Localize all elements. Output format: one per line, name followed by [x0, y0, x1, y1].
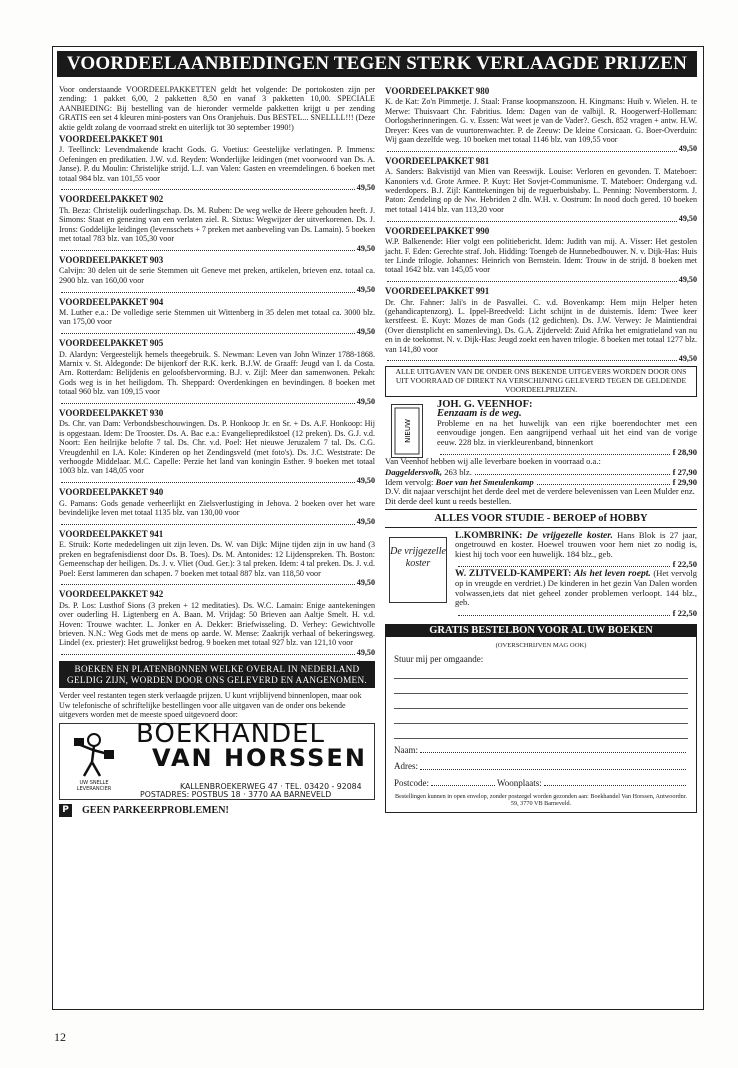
order-form-note: Bestellingen kunnen in open envelop, zonder postzegel worden gezonden aan: Boekhandel Van Horssen, Antwoordnr. 59, 3770 VB Barneveld. — [395, 793, 687, 808]
package-price: 49,50 — [356, 243, 375, 253]
zijtveld-price: f 22,50 — [672, 607, 697, 618]
veenhof-more: Van Veenhof hebben wij alle leverbare boeken in voorraad o.a.: — [385, 456, 601, 467]
parking-text: GEEN PARKEERPROBLEMEN! — [82, 804, 229, 816]
zijtveld-title: Als het leven roept. — [573, 568, 651, 580]
package-price: 49,50 — [678, 144, 697, 154]
package-title: VOORDEELPAKKET 930 — [59, 408, 164, 418]
order-form — [385, 637, 697, 812]
package — [59, 530, 375, 587]
zijtveld-desc: (Het vervolg op in vreugde en verdriet.) De kinderen in het gezin Van Dalen worden volwassen,iets dat niet geheel zonder problemen verloopt. 144 blz., geb. — [455, 568, 698, 608]
order-line[interactable] — [394, 709, 688, 724]
postcode-label: Postcode: — [394, 777, 429, 788]
package-title: VOORDEELPAKKET 980 — [385, 86, 490, 96]
veenhof-section — [385, 400, 697, 506]
package-body: A. Sanders: Bakvistijd van Mien van Reeswijk. Louise: Verloren en gevonden. T. Mateboer: Kanoniers v.d. Grote Armee. P. Kuyt: Het Sovjet-Communisme. T. Mateboer: Ondergang v.d. wederdopers. B.J. Zijl: Kanttekeningen bij de reguerbuisbaby. L. Penning: Novemberstorm. J. Paton: Zendeling op de Nw. Hebriden 2 dln. W.H. v. Oostrum: In nood doch gered. 10 boeken met totaal 1414 blz. van 113,20 voor — [385, 167, 697, 214]
package — [59, 256, 375, 295]
order-line[interactable] — [394, 724, 688, 739]
package-price: 49,50 — [356, 183, 375, 193]
new-badge-text: NIEUW — [404, 418, 412, 443]
package-body: Ds. Chr. van Dam: Verbondsbeschouwingen. Ds. P. Honkoop Jr. en Sr. + Ds. A.F. Honkoop: Hij is opgestaan. Idem: De Trooster. Ds. A. Bac e.a.: Evangeliepredikstoel (12 preken). Ds. G.J. v.d. Noort: Een heilrijke belofte 7 tal. Ds. Chr. v.d. Poel: Het nieuwe Jeruzalem 7 tal. Ds. C.G. Vreugdenhil en I.A. Kole: Kinderen op het Zendingsveld (met foto's). Ds. J.C. Weststrate: De verhoogde Middelaar. M.C. Capelle: Perzie het land van koningin Esther. 9 boeken met totaal 1003 blz. van 148,05 voor — [59, 419, 375, 476]
book3-pre: Idem vervolg: — [385, 476, 434, 487]
zijtveld-author: W. ZIJTVELD-KAMPERT: — [455, 568, 572, 580]
veenhof-closing: D.V. dit najaar verschijnt het derde deel met de verdere belevenissen van Leen Mulder enz. Dit derde deel kunt u reeds bestellen. — [385, 485, 695, 506]
divider — [385, 527, 697, 528]
veenhof-title: Eenzaam is de weg. — [437, 408, 522, 420]
package-body: M. Luther e.a.: De volledige serie Stemmen uit Wittenberg in 35 delen met totaal ca. 3000 blz. van 175,00 voor — [59, 307, 375, 327]
bonnen-banner: BOEKEN EN PLATENBONNEN WELKE OVERAL IN NEDERLAND GELDIG ZIJN, WORDEN DOOR ONS GELEVERD EN AANGENOMEN. — [59, 661, 375, 688]
package-price: 49,50 — [356, 517, 375, 527]
package-title: VOORDEELPAKKET 940 — [59, 487, 164, 498]
package-title: VOORDEELPAKKET 905 — [59, 338, 164, 349]
package-body: G. Pamans: Gods genade verheerlijkt en Zielsverlustiging in Jehova. 2 boeken over het ware bevindelijke leven met totaal 1135 blz. van 130,00 voor — [59, 498, 375, 518]
store-logo — [59, 718, 375, 800]
parking-icon: P — [59, 804, 72, 817]
name-label: Naam: — [394, 744, 418, 755]
package — [59, 488, 375, 527]
package-body: D. Alardyn: Vergeestelijk hemels theegebruik. S. Newman: Leven van John Winzer 1788-1868. Marnix v. St. Aldegonde: De bijenkorf der R.K. kerk. B.J.W. de Graaff: Jeugd van I. da Costa. Arn. Rotterdam: Belijdenis en geloofsbervorming. B.J. v. Zijl: Meer dan samenwonen. Pekah: Gods weg is in het heiligdom. Th. Sheppard: Overdenkingen en bevindingen. 8 boeken met totaal 960 blz. van 109,15 voor — [59, 349, 375, 397]
package — [59, 195, 375, 252]
package — [59, 590, 375, 657]
address-label: Adres: — [394, 761, 418, 772]
parking-notice — [59, 804, 375, 817]
package-title: VOORDEELPAKKET 901 — [59, 134, 164, 145]
city-label: Woonplaats: — [497, 777, 542, 788]
kombrink-desc: Hans Blok is 27 jaar, ongetrouwd en koster. Hoewel trouwen voor hem niet zo nodig is, kiest hij toch voor een huwelijk. 184 blz., geb. — [455, 529, 698, 559]
package-body: Ds. P. Los: Lusthof Sions (3 preken + 12 meditaties). Ds. W.C. Lamain: Enige aantekeningen over ouderling H. Ligtenberg en A. Baan. M. Vrijdag: 50 Brieven aan Aaltje Smelt. H. v.d. Hoven: Trouwe wachter. L. Jonker en A. Dekker: Briefwisseling. D. Verhey: Gewichtvolle brieven. N.N.: Weg Gods met de mens op aarde. W. Mense: Zaakrijk verhaal of bekeringsweg. Lindel (ex. priester): Het gruwelijkst bedrog. 9 boeken met totaal 927 blz. van 121,10 voor — [59, 600, 375, 648]
book2-price: f 27,90 — [672, 466, 697, 477]
package-price: 49,50 — [356, 285, 375, 295]
package-title: VOORDEELPAKKET 981 — [385, 155, 490, 166]
package-price: 49,50 — [356, 647, 375, 657]
package — [59, 298, 375, 337]
veenhof-author: JOH. G. VEENHOF: — [437, 398, 533, 410]
package — [59, 135, 375, 192]
package — [385, 287, 697, 363]
package-title: VOORDEELPAKKET 904 — [59, 296, 164, 307]
package — [385, 227, 697, 284]
publishers-notice: ALLE UITGAVEN VAN DE ONDER ONS BEKENDE UITGEVERS WORDEN DOOR ONS UIT VOORRAAD OF DIREKT NA VERSCHIJNING GELEVERD TEGEN DE GELDENDE VOORDEELPRIJZEN. — [385, 366, 697, 396]
package-price: 49,50 — [678, 353, 697, 363]
hobby-section — [385, 531, 697, 618]
book2-title: Daggeldersvolk, — [385, 466, 443, 477]
veenhof-price: f 28,90 — [672, 447, 697, 458]
package-title: VOORDEELPAKKET 990 — [385, 225, 490, 236]
kombrink-title: De vrijgezelle koster. — [526, 529, 613, 541]
hobby-title: ALLES VOOR STUDIE - BEROEP of HOBBY — [434, 513, 648, 525]
book3-title: Boer van het Smeulenkamp — [435, 476, 534, 487]
order-form-instruction: Stuur mij per omgaande: — [394, 653, 484, 664]
package-body: J. Teellinck: Levendmakende kracht Gods. G. Voetius: Geestelijke verlatingen. P. Immens: Oefeningen en predikatien. J.W. v.d. Reyden: Wonderlijke leidingen (met voorwoord van Ds. A. Janse). P. du Moulin: Christelijke strijd. L.J. van Valen: Gasten en vreemdelingen. 6 boeken met totaal 984 blz. van 101,55 voor — [59, 145, 375, 183]
store-name-line2: VAN HORSSEN — [152, 743, 367, 772]
name-field[interactable] — [394, 746, 688, 755]
package-title: VOORDEELPAKKET 991 — [385, 286, 490, 297]
order-line[interactable] — [394, 679, 688, 694]
new-book-icon — [391, 404, 423, 458]
book3-price: f 29,90 — [672, 476, 697, 487]
package — [385, 87, 697, 154]
package-body: Calvijn: 30 delen uit de serie Stemmen uit Geneve met preken, artikelen, brieven enz. totaal ca. 2900 blz. van 160,00 voor — [59, 266, 375, 285]
package-title: VOORDEELPAKKET 902 — [59, 194, 164, 205]
bookseller-figure-icon — [70, 732, 116, 778]
package-price: 49,50 — [356, 396, 375, 406]
package-title: VOORDEELPAKKET 941 — [59, 528, 164, 539]
left-package-list — [59, 135, 375, 657]
divider — [385, 509, 697, 510]
package-title: VOORDEELPAKKET 942 — [59, 589, 164, 600]
book-row — [385, 467, 697, 477]
package — [59, 339, 375, 406]
page-banner: VOORDEELAANBIEDINGEN TEGEN STERK VERLAAGDE PRIJZEN — [57, 51, 697, 77]
kombrink-author: L.KOMBRINK: — [455, 529, 523, 541]
left-footer-text: Verder veel restanten tegen sterk verlaagde prijzen. U kunt vrijblijvend binnenlopen, maar ook Uw telefonische of schriftelijke bestellingen voor alle uitgaven van de onder ons bekende uitgevers worden met de meeste spoed uitgevoerd door: — [59, 691, 362, 719]
package-body: K. de Kat: Zo'n Pimmetje. J. Staal: Franse koopmanszoon. H. Kingmans: Huib v. Wielen. H. te Merwe: Thuisvaart Chr. Fabritius. Idem: Dagen van de valbijl. R. Hoogerwerf-Holleman: Oorlogsherinneringen. G. v. Essen: Wat weet je van de Vader?. Gesch. 852 vragen + antw. H.W. Dreyer: Kees van de vuurtorenwachter. P. de Zeeuw: De kleine Corsicaan. G. Boer-Overduin: Wij gaan dezelfde weg. 10 boeken met totaal 1146 blz. van 109,55 voor — [385, 97, 697, 145]
intro-text: Voor onderstaande VOORDEELPAKKETTEN geldt het volgende: De portokosten zijn per zending: 1 pakket 6,00, 2 pakketten 8,50 en vanaf 3 pakketten 10,00. SPECIALE AANBIEDING: Bij bestelling van de hieronder vermelde pakketten krijgt u per zending GRATIS een set 4 kleuren mini-posters van Ons Oranjehuis. Dus BESTEL... SNELLLL!!! (Deze aktie geldt zolang de voorraad strekt en uiterlijk tot 30 september 1990!) — [59, 85, 375, 132]
order-form-title: GRATIS BESTELBON VOOR AL UW BOEKEN — [385, 624, 697, 637]
veenhof-desc: Probleme en na het huwelijk van een rijke boerendochter met een eenvoudige jongen. Een aangrijpend verhaal uit het eind van de vorige eeuw. 228 blz. in vierkleurenband, binnenkort — [437, 417, 697, 447]
store-postal-address: POSTADRES: POSTBUS 18 · 3770 AA BARNEVELD — [140, 789, 332, 799]
postcode-city-field[interactable] — [394, 779, 688, 788]
book2-pages: 263 blz. — [444, 466, 472, 477]
order-line[interactable] — [394, 664, 688, 679]
package — [59, 409, 375, 485]
package-price: 49,50 — [356, 475, 375, 485]
package-body: Th. Beza: Christelijk ouderlingschap. Ds. M. Ruben: De weg welke de Heere gehouden heeft. J. Simons: Staat en genezing van een verlaten ziel. R. Sixtus: Wegwijzer der uitverkorenen. Ds. J. Irons: Goddelijke leidingen (levensschets + 7 preken met aanbeveling van Ds. Lamain). 5 boeken met totaal 783 blz. van 105,30 voor — [59, 205, 375, 244]
kombrink-price: f 22,50 — [672, 559, 697, 570]
package-title: VOORDEELPAKKET 903 — [59, 254, 164, 265]
page-number: 12 — [54, 1030, 66, 1044]
package-body: Dr. Chr. Fahner: Jali's in de Pasvallei. C. v.d. Bovenkamp: Hem mijn Helper heten (gehandicaptenzorg). L. Ippel-Breedveld: Licht schijnt in de duisternis. Idem: Twee keer kerstfeest. E. Kuyt: Mozes de man Gods (12 gedichten). Ds. J.W. Verwey: Je Maintiendrai (Over dienstplicht en samenleving). Ds. G.A. Zijderveld: Zuid Afrika het emigratieland van nu en in de toekomst. N. v. Dijk-Has: Jeugd zoekt een haven trilogie. 8 boeken met totaal 1277 blz. van 141,80 voor — [385, 297, 697, 354]
package-price: 49,50 — [678, 214, 697, 224]
book-cover-koster: De vrijgezelle koster — [389, 537, 447, 603]
advertisement-page — [52, 46, 704, 1010]
address-field[interactable] — [394, 762, 688, 771]
right-column — [385, 85, 697, 813]
package-price: 49,50 — [356, 577, 375, 587]
package-body: W.P. Balkenende: Hier volgt een politiebericht. Idem: Judith van mij. A. Visser: Het gestolen jacht. F. Eden: Gerechte straf. Joh. Hidding: Toengeb de Hunnebedbouwer. N. v. Dijk-Has: Huis ter Linde trilogie. Johannes: Heinrich von Bernstein. Idem: Trouw in de strijd. 8 boeken met totaal 1642 blz. van 145,05 voor — [385, 237, 697, 275]
order-line[interactable] — [394, 694, 688, 709]
left-column — [59, 85, 375, 817]
package-body: E. Struik: Korte mededelingen uit zijn leven. Ds. W. van Dijk: Mijne tijden zijn in uw hand (3 preken en begrafenisdienst door Ds. B. Toes). Ds. M. Antonides: 12 Lijdenspreken. Th. Boston: Gemeenschap der heiligen. Ds. J. v. Vliet (Oud. Ger.): 3 tal preken. Idem: 4 tal preken. Ds. J. v.d. Poel: Eerst lammeren dan schapen. 7 boeken met totaal 887 blz. van 118,50 voor — [59, 540, 375, 578]
store-tagline: UW SNELLE LEVERANCIER — [76, 779, 112, 792]
package-price: 49,50 — [356, 326, 375, 336]
package — [385, 157, 697, 224]
store-name-line1: BOEKHANDEL — [136, 718, 326, 749]
store-address: KALLENBROEKERWEG 47 · TEL. 03420 - 92084 — [180, 781, 362, 791]
package-price: 49,50 — [678, 274, 697, 284]
order-form-subtitle: (OVERSCHRIJVEN MAG OOK) — [495, 642, 587, 650]
